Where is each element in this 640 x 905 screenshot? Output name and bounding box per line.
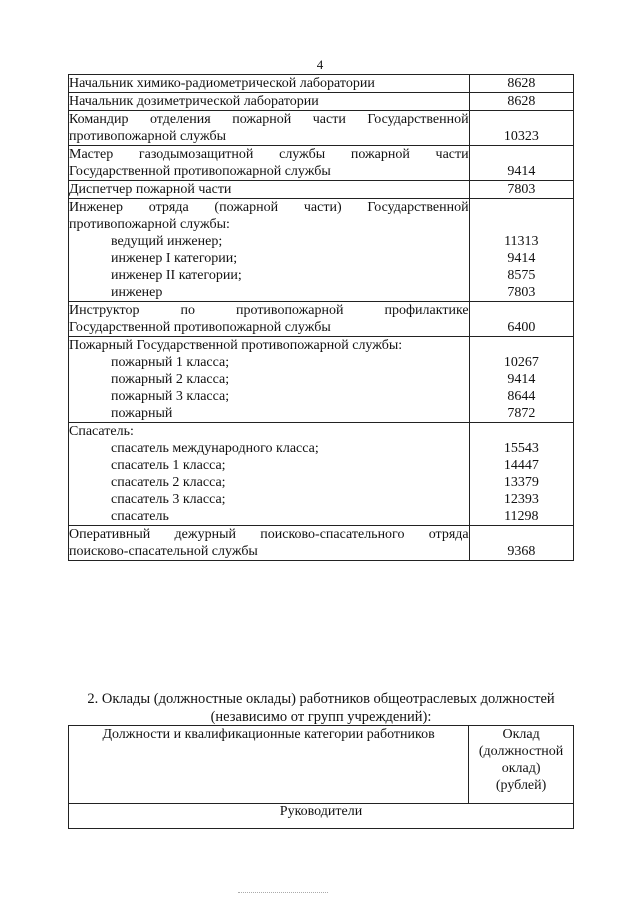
- sub-item-salary: 10267: [503, 355, 539, 370]
- position-line: Государственной противопожарной службы: [69, 320, 331, 335]
- sub-item-salary: 7803: [507, 285, 536, 300]
- salary-cell: [469, 337, 573, 423]
- sub-item-label: инженер II категории;: [111, 268, 242, 283]
- position-line: поисково-спасательной службы: [69, 544, 258, 559]
- position-cell: Диспетчер пожарной части: [69, 181, 470, 199]
- sub-item-salary: 9414: [507, 251, 536, 266]
- sub-item-label: инженер I категории;: [111, 251, 238, 266]
- table-row: [69, 111, 574, 146]
- salary-cell: 10323: [469, 111, 573, 146]
- column-header-position: Должности и квалификационные категории работников: [69, 726, 469, 804]
- salary-cell: [469, 423, 573, 526]
- scan-artifact: [238, 892, 328, 894]
- position-line: Оперативный дежурный поисково-спасательного отряда: [69, 527, 469, 542]
- column-header-line: (должностной: [478, 744, 564, 759]
- sub-item-salary: 11313: [504, 234, 539, 249]
- sub-item-label: спасатель международного класса;: [111, 441, 319, 456]
- table-row: [69, 526, 574, 561]
- sub-item-salary: 8644: [507, 389, 536, 404]
- position-line: Пожарный Государственной противопожарной службы:: [69, 338, 403, 353]
- table-row: [69, 804, 574, 829]
- table-row: [69, 181, 574, 199]
- position-cell: [69, 337, 470, 423]
- salary-cell: 7803: [469, 181, 573, 199]
- position-line: Командир отделения пожарной части Государственной: [69, 112, 469, 127]
- table-row: [69, 146, 574, 181]
- table-row: [69, 337, 574, 423]
- sub-item-salary: 15543: [503, 441, 539, 456]
- page-number: 4: [316, 57, 324, 72]
- sub-item-label: пожарный 1 класса;: [111, 355, 230, 370]
- table-row: [69, 93, 574, 111]
- table-row: [69, 199, 574, 302]
- salary-cell: 8628: [469, 93, 573, 111]
- sub-item-salary: 7872: [507, 406, 536, 421]
- column-header-line: Оклад: [502, 727, 540, 742]
- salary-cell: 6400: [469, 302, 573, 337]
- position-line: Инструктор по противопожарной профилактике: [69, 303, 469, 318]
- sub-item-label: спасатель 1 класса;: [111, 458, 226, 473]
- position-line: Государственной противопожарной службы: [69, 164, 331, 179]
- position-cell: [69, 146, 470, 181]
- table-row: [69, 423, 574, 526]
- position-cell: Начальник дозиметрической лаборатории: [69, 93, 470, 111]
- sub-item-salary: 12393: [503, 492, 539, 507]
- salary-cell: 9414: [469, 146, 573, 181]
- sub-item-salary: 14447: [503, 458, 539, 473]
- sub-item-label: спасатель 3 класса;: [111, 492, 226, 507]
- position-cell: [69, 526, 470, 561]
- salary-cell: 9368: [469, 526, 573, 561]
- position-cell: [69, 302, 470, 337]
- sub-item-label: спасатель 2 класса;: [111, 475, 226, 490]
- sub-item-label: пожарный 2 класса;: [111, 372, 230, 387]
- group-subheading: Руководители: [69, 804, 574, 829]
- section-heading-line: 2. Оклады (должностные оклады) работников общеотраслевых должностей: [87, 691, 555, 707]
- sub-item-label: инженер: [111, 285, 163, 300]
- column-header-line: оклад): [501, 761, 541, 776]
- column-header-salary: [469, 726, 574, 804]
- sub-item-label: ведущий инженер;: [111, 234, 223, 249]
- position-line: Спасатель:: [69, 424, 134, 439]
- sub-item-label: пожарный: [111, 406, 173, 421]
- section-heading: [68, 690, 574, 726]
- salary-cell: [469, 199, 573, 302]
- position-cell: Начальник химико-радиометрической лаборатории: [69, 75, 470, 93]
- sub-item-salary: 11298: [504, 509, 539, 524]
- general-positions-table: [68, 725, 574, 829]
- position-cell: [69, 199, 470, 302]
- position-line: Инженер отряда (пожарной части) Государственной: [69, 200, 469, 215]
- sub-item-label: пожарный 3 класса;: [111, 389, 230, 404]
- sub-item-salary: 9414: [507, 372, 536, 387]
- sub-item-salary: 8575: [507, 268, 536, 283]
- column-header-line: (рублей): [495, 778, 547, 793]
- position-line: Мастер газодымозащитной службы пожарной части: [69, 147, 469, 162]
- salary-table: [68, 74, 574, 561]
- section-heading-line: (независимо от групп учреждений):: [210, 709, 432, 725]
- position-line: противопожарной службы:: [69, 217, 230, 232]
- table-row: [69, 75, 574, 93]
- position-cell: [69, 423, 470, 526]
- salary-cell: 8628: [469, 75, 573, 93]
- sub-item-label: спасатель: [111, 509, 169, 524]
- table-row: [69, 302, 574, 337]
- sub-item-salary: 13379: [503, 475, 539, 490]
- position-cell: [69, 111, 470, 146]
- position-line: противопожарной службы: [69, 129, 226, 144]
- table-header-row: [69, 726, 574, 804]
